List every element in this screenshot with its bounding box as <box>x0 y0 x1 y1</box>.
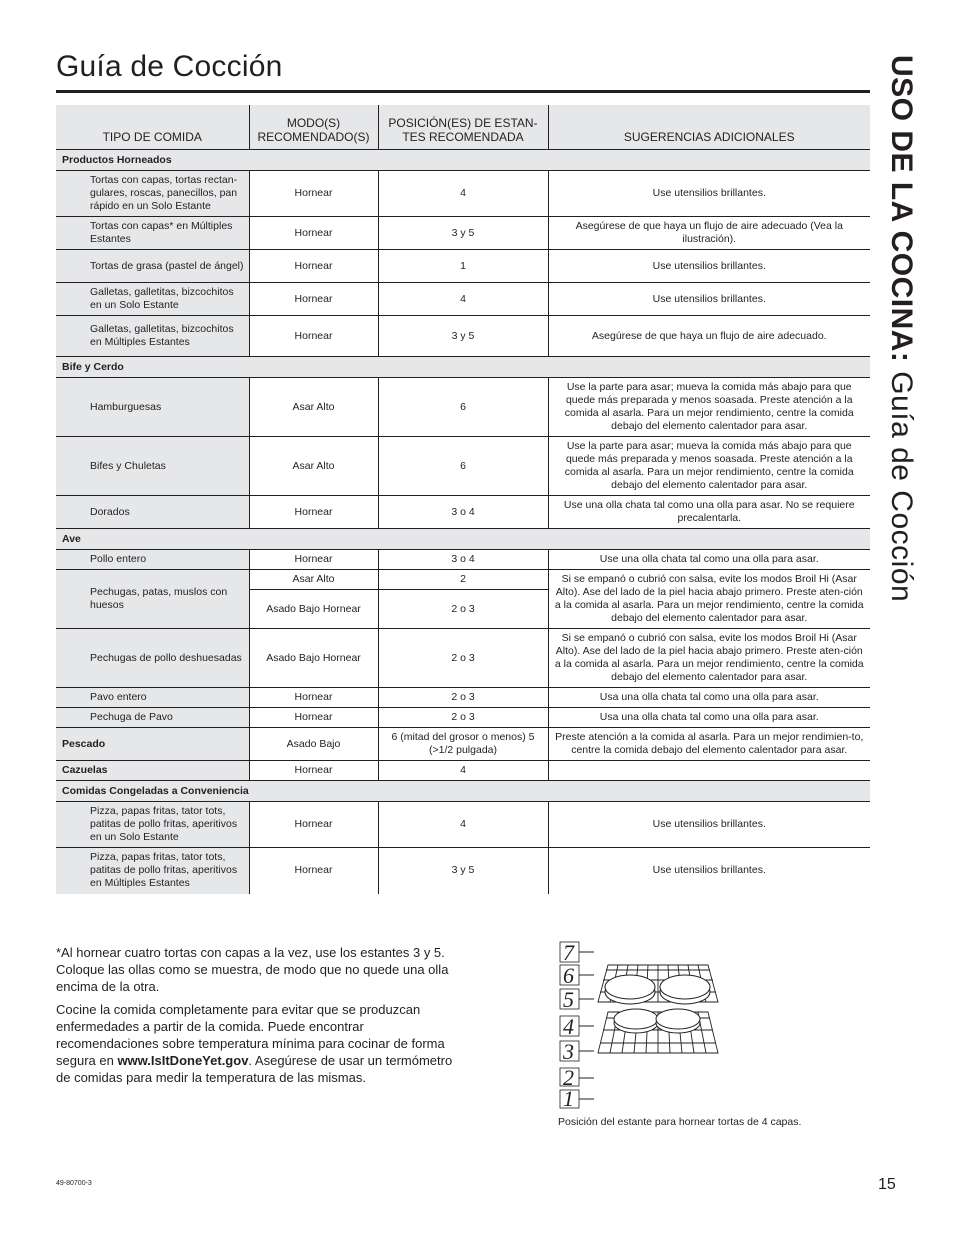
table-header-row <box>56 105 870 150</box>
table-row <box>56 250 870 283</box>
side-title-light: Guía de Cocción <box>885 362 918 603</box>
svg-text:2: 2 <box>563 1065 574 1090</box>
food-cell: Pavo entero <box>56 688 249 708</box>
position-cell: 3 o 4 <box>378 550 548 570</box>
position-cell: 6 <box>378 437 548 496</box>
table-row <box>56 283 870 316</box>
tip-cell: Si se empanó o cubrió con salsa, evite los modos Broil Hi (Asar Alto). Ase del lado de la piel hacia abajo primero. Preste aten-ción a la comida al asarla. Para un mejor rendimiento, centre la comida debajo del elemento calentador para asar. <box>548 629 870 688</box>
tip-cell <box>548 761 870 781</box>
section-row <box>56 357 870 378</box>
tip-cell: Si se empanó o cubrió con salsa, evite los modos Broil Hi (Asar Alto). Ase del lado de la piel hacia abajo primero. Preste aten-ción a la comida al asarla. Para un mejor rendimiento, centre la comida debajo del elemento calentador para asar. <box>548 570 870 629</box>
mode-cell: Hornear <box>249 316 378 357</box>
section-label: Comidas Congeladas a Conveniencia <box>56 781 870 802</box>
table-row <box>56 708 870 728</box>
tip-cell: Use utensilios brillantes. <box>548 802 870 848</box>
position-cell: 3 y 5 <box>378 217 548 250</box>
header-rack-position: POSICIÓN(ES) DE ESTAN-TES RECOMENDADA <box>378 105 548 150</box>
position-cell: 3 y 5 <box>378 848 548 894</box>
table-row <box>56 171 870 217</box>
header-modes: MODO(S) RECOMENDADO(S) <box>249 105 378 150</box>
table-row <box>56 802 870 848</box>
food-cell: Pescado <box>56 728 249 761</box>
position-cell: 2 o 3 <box>378 688 548 708</box>
svg-text:3: 3 <box>563 1039 574 1064</box>
lower-cake-pans <box>614 1009 700 1033</box>
tip-cell: Use la parte para asar; mueva la comida más abajo para que quede más preparada y menos soasada. Preste atención a la comida al asarla. Para un mejor rendimiento, centre la comida debajo del elemento calentador para asar. <box>548 378 870 437</box>
table-row <box>56 761 870 781</box>
position-cell: 6 (mitad del grosor o menos) 5 (>1/2 pulgada) <box>378 728 548 761</box>
mode-cell: Hornear <box>249 761 378 781</box>
document-number: 49-80700-3 <box>56 1180 92 1187</box>
rack-position-illustration <box>558 940 738 1110</box>
mode-cell: Asado Bajo Hornear <box>249 590 378 629</box>
food-cell: Cazuelas <box>56 761 249 781</box>
rack-number-3 <box>560 1039 594 1064</box>
mode-cell: Asado Bajo <box>249 728 378 761</box>
mode-cell: Hornear <box>249 283 378 316</box>
table-row <box>56 728 870 761</box>
section-row <box>56 781 870 802</box>
svg-text:5: 5 <box>563 987 574 1012</box>
tip-cell: Use utensilios brillantes. <box>548 250 870 283</box>
food-cell: Pizza, papas fritas, tator tots, patitas de pollo fritas, aperitivos en un Solo Estante <box>56 802 249 848</box>
safety-website-link[interactable]: www.IsItDoneYet.gov <box>117 1053 249 1068</box>
position-cell: 4 <box>378 283 548 316</box>
position-cell: 4 <box>378 761 548 781</box>
rack-number-7 <box>560 940 594 965</box>
tip-cell: Use una olla chata tal como una olla para asar. No se requiere precalentarla. <box>548 496 870 529</box>
position-cell: 4 <box>378 802 548 848</box>
tip-cell: Use utensilios brillantes. <box>548 283 870 316</box>
mode-cell: Hornear <box>249 250 378 283</box>
tip-cell: Use utensilios brillantes. <box>548 848 870 894</box>
mode-cell: Asar Alto <box>249 570 378 590</box>
tip-cell: Use una olla chata tal como una olla para asar. <box>548 550 870 570</box>
note-text: Cocine la comida completamente para evitar que se produzcan enfermedades a partir de la comida. Puede encontrar recomendaciones sobre temperatura mínima para cocinar de forma segura en <box>56 1002 445 1068</box>
food-cell: Pechuga de Pavo <box>56 708 249 728</box>
table-row <box>56 378 870 437</box>
tip-cell: Use la parte para asar; mueva la comida más abajo para que quede más preparada y menos soasada. Preste atención a la comida al asarla. Para un mejor rendimiento, centre la comida debajo del elemento calentador para asar. <box>548 437 870 496</box>
tip-cell: Asegúrese de que haya un flujo de aire adecuado (Vea la ilustración). <box>548 217 870 250</box>
mode-cell: Hornear <box>249 550 378 570</box>
rack-number-6 <box>560 963 594 988</box>
illustration-caption: Posición del estante para hornear tortas de 4 capas. <box>558 1116 802 1128</box>
table-row <box>56 629 870 688</box>
food-cell: Galletas, galletitas, bizcochitos en un Solo Estante <box>56 283 249 316</box>
mode-cell: Hornear <box>249 171 378 217</box>
tip-cell: Asegúrese de que haya un flujo de aire adecuado. <box>548 316 870 357</box>
position-cell: 3 y 5 <box>378 316 548 357</box>
svg-text:7: 7 <box>563 940 574 965</box>
tip-cell: Usa una olla chata tal como una olla para asar. <box>548 708 870 728</box>
mode-cell: Hornear <box>249 848 378 894</box>
title-rule <box>56 90 870 93</box>
table-row <box>56 688 870 708</box>
position-cell: 3 o 4 <box>378 496 548 529</box>
section-label: Productos Horneados <box>56 150 870 171</box>
table-row <box>56 437 870 496</box>
tip-cell: Use utensilios brillantes. <box>548 171 870 217</box>
position-cell: 4 <box>378 171 548 217</box>
side-section-title <box>866 55 946 603</box>
position-cell: 1 <box>378 250 548 283</box>
table-row <box>56 848 870 894</box>
position-cell: 2 o 3 <box>378 629 548 688</box>
position-cell: 2 o 3 <box>378 708 548 728</box>
food-cell: Pollo entero <box>56 550 249 570</box>
position-cell: 2 o 3 <box>378 590 548 629</box>
food-cell: Tortas de grasa (pastel de ángel) <box>56 250 249 283</box>
rack-number-5 <box>560 987 594 1012</box>
rack-number-4 <box>560 1014 594 1039</box>
section-label: Ave <box>56 529 870 550</box>
svg-text:6: 6 <box>563 963 574 988</box>
food-cell: Dorados <box>56 496 249 529</box>
table-row <box>56 217 870 250</box>
table-row <box>56 570 870 590</box>
food-cell: Hamburguesas <box>56 378 249 437</box>
page-title: Guía de Cocción <box>56 50 283 83</box>
mode-cell: Hornear <box>249 708 378 728</box>
table-row <box>56 496 870 529</box>
rack-number-1 <box>560 1086 594 1110</box>
page-number: 15 <box>878 1176 896 1193</box>
svg-text:4: 4 <box>563 1014 574 1039</box>
section-label: Bife y Cerdo <box>56 357 870 378</box>
side-title-bold: USO DE LA COCINA: <box>885 55 918 363</box>
note-text: . Asegúrese de usar un termómetro de comidas para medir la temperatura de las mismas. <box>56 1053 453 1085</box>
mode-cell: Asado Bajo Hornear <box>249 629 378 688</box>
mode-cell: Asar Alto <box>249 378 378 437</box>
mode-cell: Asar Alto <box>249 437 378 496</box>
food-cell: Pechugas de pollo deshuesadas <box>56 629 249 688</box>
food-cell: Tortas con capas* en Múltiples Estantes <box>56 217 249 250</box>
table-row <box>56 316 870 357</box>
header-food-type: TIPO DE COMIDA <box>56 105 249 150</box>
food-cell: Galletas, galletitas, bizcochitos en Múltiples Estantes <box>56 316 249 357</box>
tip-cell: Preste atención a la comida al asarla. Para un mejor rendimien-to, centre la comida debajo del elemento calentador para asar. <box>548 728 870 761</box>
notes-block <box>56 944 456 1092</box>
mode-cell: Hornear <box>249 217 378 250</box>
tip-cell: Usa una olla chata tal como una olla para asar. <box>548 688 870 708</box>
upper-cake-pans <box>605 975 710 1004</box>
mode-cell: Hornear <box>249 496 378 529</box>
note-multi-rack: *Al hornear cuatro tortas con capas a la vez, use los estantes 3 y 5. Coloque las ollas como se muestra, de modo que no quede una olla encima de la otra. <box>56 945 449 994</box>
section-row <box>56 150 870 171</box>
svg-text:1: 1 <box>563 1086 574 1110</box>
food-cell: Bifes y Chuletas <box>56 437 249 496</box>
position-cell: 2 <box>378 570 548 590</box>
food-cell: Pechugas, patas, muslos con huesos <box>56 570 249 629</box>
mode-cell: Hornear <box>249 688 378 708</box>
section-row <box>56 529 870 550</box>
note-food-safety <box>56 1001 456 1086</box>
food-cell: Pizza, papas fritas, tator tots, patitas de pollo fritas, aperitivos en Múltiples Estantes <box>56 848 249 894</box>
position-cell: 6 <box>378 378 548 437</box>
header-suggestions: SUGERENCIAS ADICIONALES <box>548 105 870 150</box>
cooking-guide-table <box>56 105 870 894</box>
mode-cell: Hornear <box>249 802 378 848</box>
food-cell: Tortas con capas, tortas rectan-gulares, roscas, panecillos, pan rápido en un Solo Estante <box>56 171 249 217</box>
table-row <box>56 550 870 570</box>
